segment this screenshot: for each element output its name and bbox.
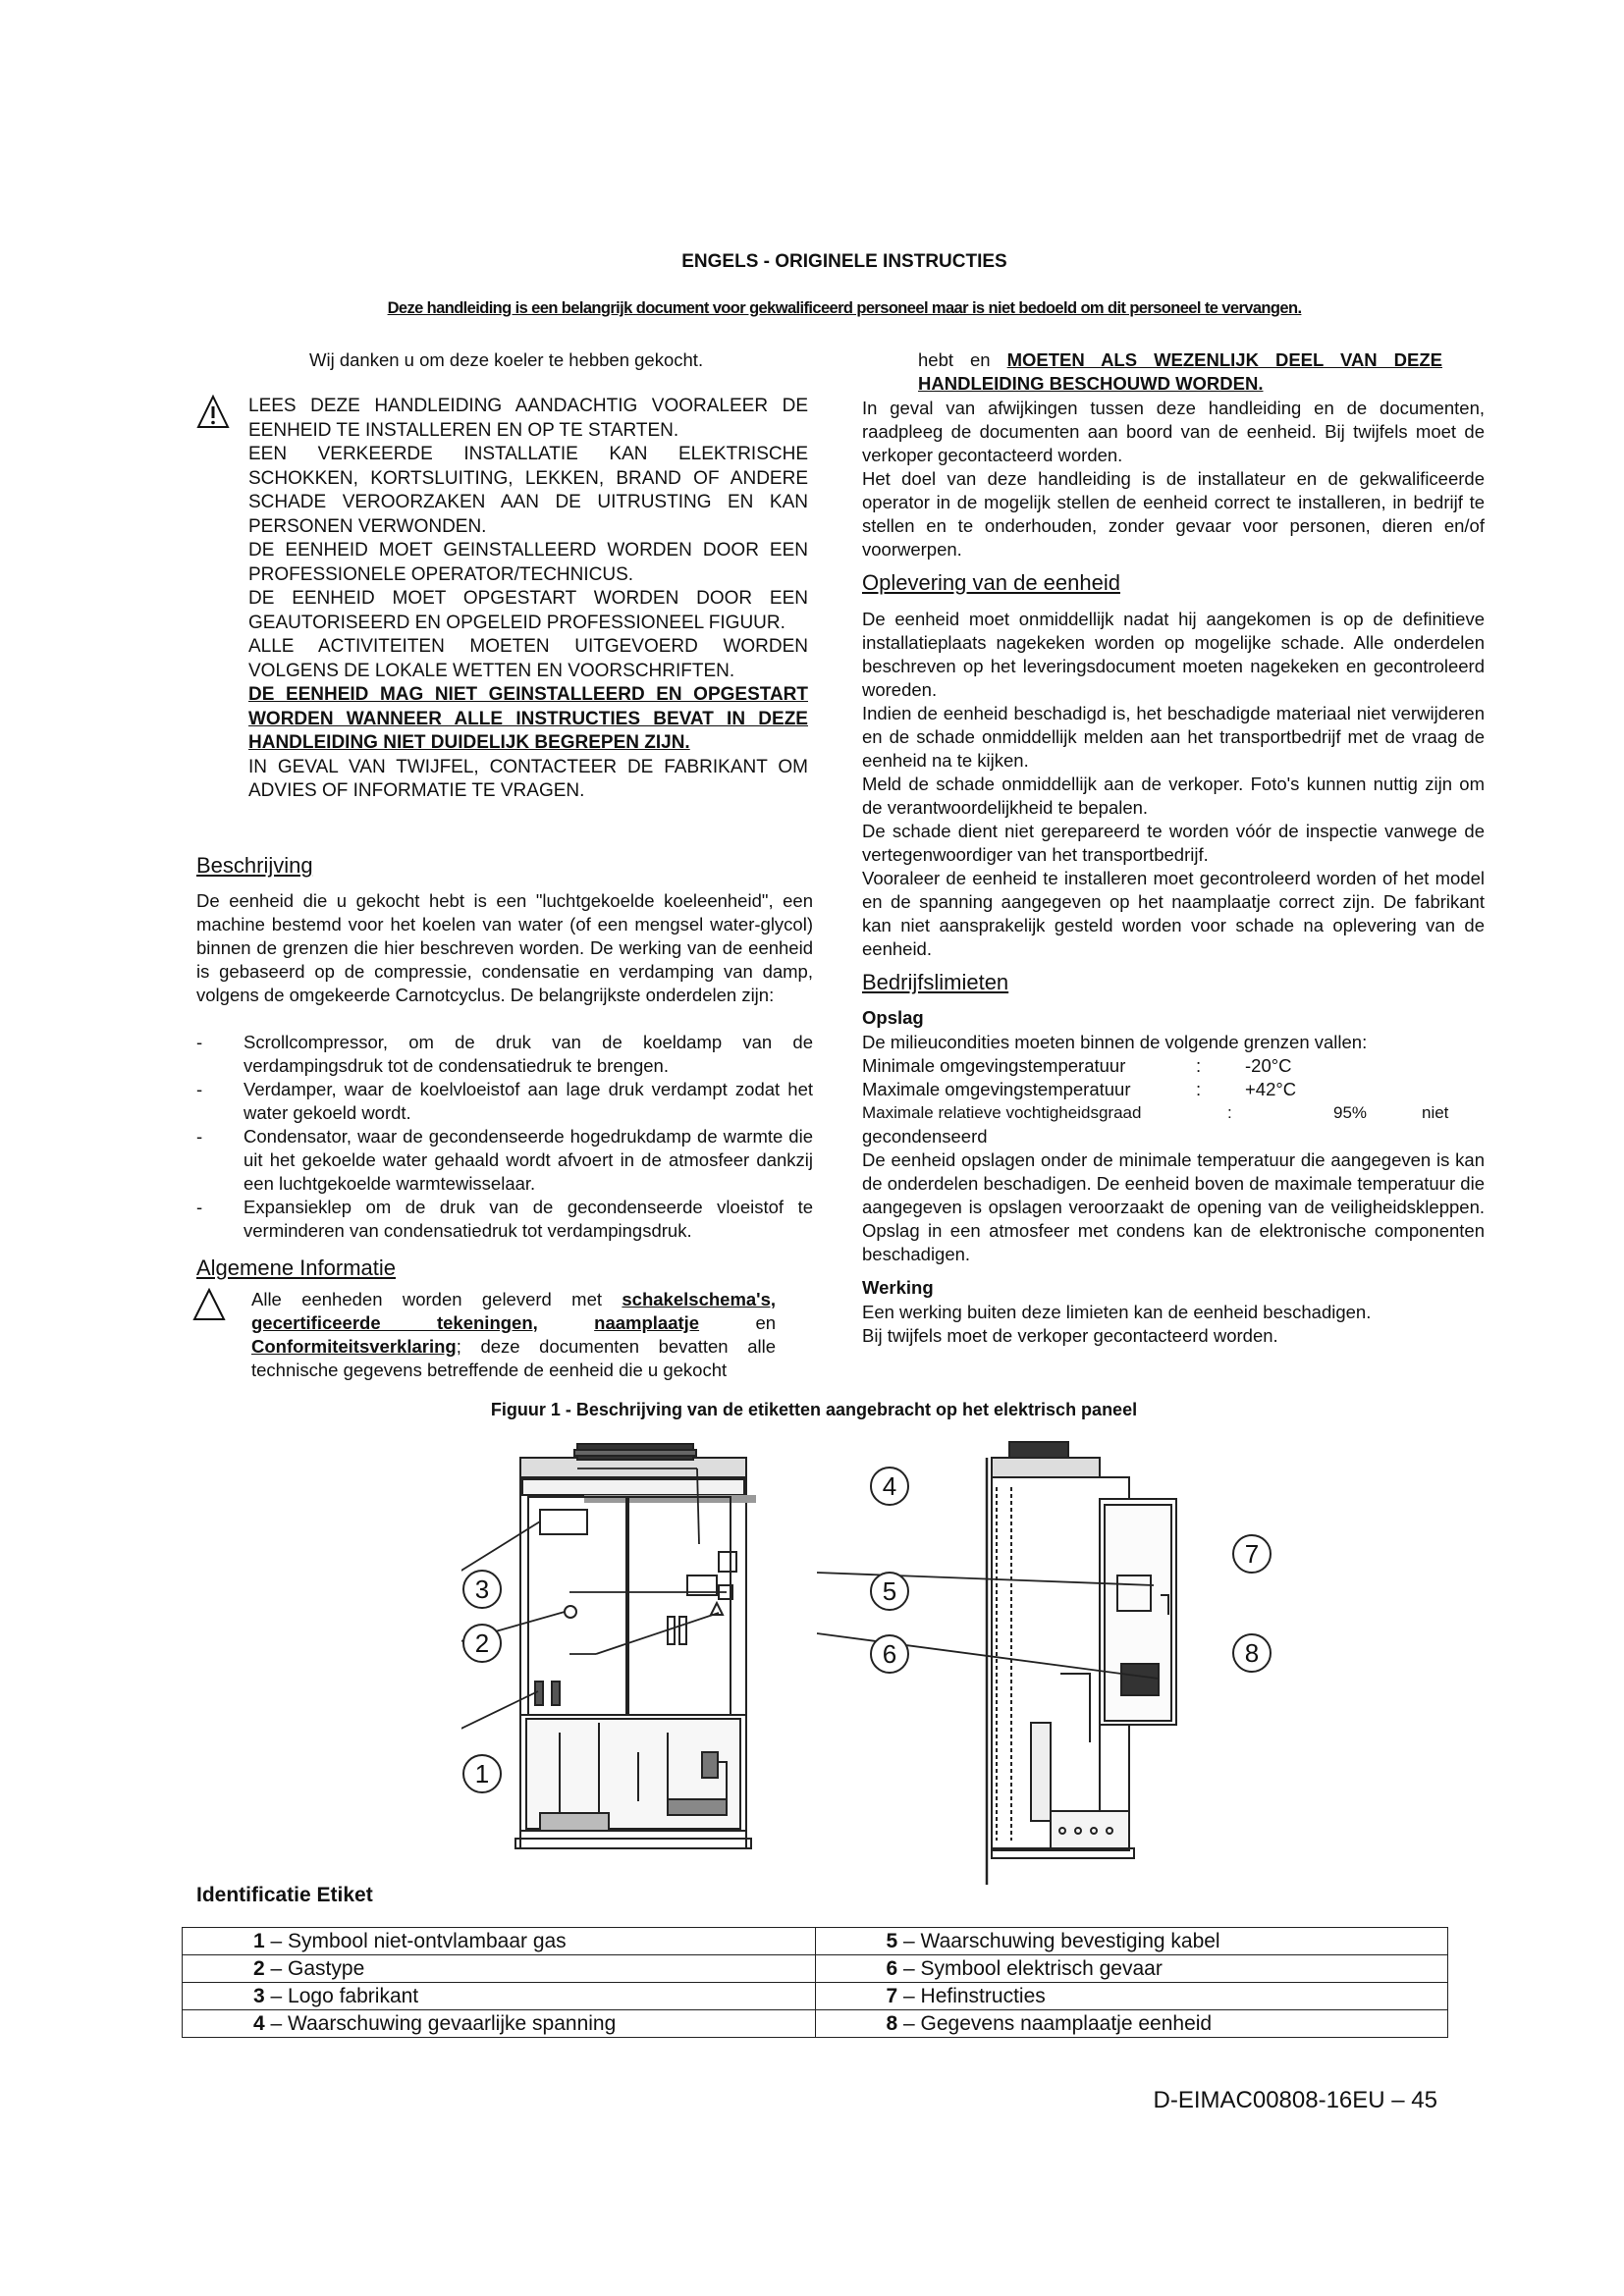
list-item: - Scrollcompressor, om de druk van de koeldamp van de verdampingsdruk tot de condensatiedruk te brengen. [196, 1031, 813, 1078]
callout-number: 6 [870, 1634, 909, 1674]
front-view [515, 1444, 756, 1848]
identificatie-table [182, 1927, 1448, 2038]
identificatie-title: Identificatie Etiket [196, 1884, 373, 1906]
algemene-text [251, 1288, 776, 1382]
table-cell: 7 – Hefinstructies [815, 1983, 1448, 2010]
opslag-text: De eenheid opslagen onder de minimale temperatuur die aangegeven is kan de onderdelen beschadigen. De eenheid boven de maximale temperatuur die aangegeven is opslagen veroorzaakt de opening van de veiligheidskleppen. Opslag in een atmosfeer met condens kan de elektronische componenten beschadigen. [862, 1149, 1485, 1264]
algemene-part: Alle eenheden worden geleverd met [251, 1289, 603, 1309]
spec-sep: : [1227, 1103, 1232, 1122]
warning-triangle-icon [196, 395, 230, 430]
algemene-title: Algemene Informatie [196, 1255, 396, 1280]
page-title: ENGELS - ORIGINELE INSTRUCTIES [681, 251, 1007, 272]
table-row [183, 1955, 1448, 1983]
spec-extra: niet [1422, 1103, 1449, 1122]
opslag-intro: De milieucondities moeten binnen de volgende grenzen vallen: [862, 1032, 1368, 1052]
spec-label: Maximale relatieve vochtigheidsgraad [862, 1103, 1142, 1122]
beschrijving-title: Beschrijving [196, 853, 313, 878]
algemene-part: ; deze documenten bevatten alle technische gegevens betreffende de eenheid die u gekocht [251, 1336, 776, 1380]
callout-number: 7 [1232, 1534, 1272, 1574]
callout-number: 5 [870, 1572, 909, 1611]
algemene-part: en [755, 1312, 777, 1333]
table-cell: 5 – Waarschuwing bevestiging kabel [815, 1928, 1448, 1955]
table-cell: 3 – Logo fabrikant [183, 1983, 816, 2010]
callout-8 [1232, 1633, 1272, 1673]
spec-tail: gecondenseerd [862, 1126, 988, 1147]
safety-warning-block [248, 395, 808, 804]
callout-3 [462, 1570, 502, 1609]
conformiteit-link: Conformiteitsverklaring [251, 1336, 457, 1357]
paragraph: In geval van afwijkingen tussen deze handleiding en de documenten, raadpleeg de documenten aan boord van de eenheid. Bij twijfels moet de verkoper gecontacteerd worden. [862, 398, 1485, 465]
schakelschema-link: schakelschema's, gecertificeerde tekeningen, [251, 1289, 777, 1333]
werking-title: Werking [862, 1277, 934, 1298]
werking-text: Bij twijfels moet de verkoper gecontacteerd worden. [862, 1325, 1278, 1346]
callout-4 [870, 1467, 909, 1506]
table-row [183, 1928, 1448, 1955]
warning-line: EEN VERKEERDE INSTALLATIE KAN ELEKTRISCHE SCHOKKEN, KORTSLUITING, LEKKEN, BRAND OF ANDERE SCHADE VEROORZAKEN AAN DE UITRUSTING EN KAN PERSONEN VERWONDEN. [248, 444, 808, 537]
table-cell: 6 – Symbool elektrisch gevaar [815, 1955, 1448, 1983]
spec-row [862, 1101, 1485, 1125]
callout-number: 3 [462, 1570, 502, 1609]
spec-sep: : [1196, 1079, 1202, 1099]
table-row [183, 2010, 1448, 2038]
figure-caption: Figuur 1 - Beschrijving van de etiketten aangebracht op het elektrisch paneel [490, 1400, 1138, 1419]
intro-paragraphs [862, 397, 1485, 561]
limieten-title: Bedrijfslimieten [862, 970, 1009, 994]
opslag-title: Opslag [862, 1007, 924, 1028]
werking-block [862, 1301, 1485, 1348]
caution-triangle-icon [192, 1288, 226, 1321]
warning-line: DE EENHEID MOET GEINSTALLEERD WORDEN DOOR EEN PROFESSIONELE OPERATOR/TECHNICUS. [248, 540, 808, 585]
spec-value: 95% [1333, 1103, 1368, 1122]
callout-number: 2 [462, 1624, 502, 1663]
paragraph: Indien de eenheid beschadigd is, het beschadigde materiaal niet verwijderen en de schade onmiddellijk melden aan het transportbedrijf met de vraag de eenheid na te kijken. [862, 703, 1485, 771]
callout-5 [870, 1572, 909, 1611]
table-cell: 8 – Gegevens naamplaatje eenheid [815, 2010, 1448, 2038]
continuation-bold: MOETEN ALS WEZENLIJK DEEL VAN DEZE HANDLEIDING BESCHOUWD WORDEN. [918, 349, 1443, 394]
thanks-text: Wij danken u om deze koeler te hebben gekocht. [309, 349, 704, 370]
naamplaatje-link: naamplaatje [594, 1312, 700, 1333]
callout-1 [462, 1754, 502, 1793]
paragraph: Vooraleer de eenheid te installeren moet gecontroleerd worden of het model en de spanning aangegeven op het naamplaatje correct zijn. De fabrikant kan niet aansprakelijk gesteld worden voor schade na oplevering van de eenheid. [862, 868, 1485, 959]
spec-label: Maximale omgevingstemperatuur [862, 1079, 1131, 1099]
warning-line: LEES DEZE HANDLEIDING AANDACHTIG VOORALEER DE EENHEID TE INSTALLEREN EN OP TE STARTEN. [248, 396, 808, 441]
spec-row [862, 1054, 1485, 1078]
werking-text: Een werking buiten deze limieten kan de eenheid beschadigen. [862, 1302, 1372, 1322]
spec-value: -20°C [1245, 1055, 1292, 1076]
document-code: D-EIMAC00808-16EU – 45 [1153, 2087, 1437, 2113]
continuation-part: hebt en [918, 349, 991, 370]
oplevering-title: Oplevering van de eenheid [862, 570, 1120, 595]
callout-2 [462, 1624, 502, 1663]
callout-number: 1 [462, 1754, 502, 1793]
list-item: - Expansieklep om de druk van de gecondenseerde vloeistof te verminderen van condensatiedruk tot verdampingsdruk. [196, 1196, 813, 1243]
beschrijving-text: De eenheid die u gekocht hebt is een "luchtgekoelde koeleenheid", een machine bestemd voor het koelen van water (of een mengsel water-glycol) binnen de grenzen die hier beschreven worden. De werking van de eenheid is gebaseerd op de compressie, condensatie en verdamping van damp, volgens de omgekeerde Carnotcyclus. De belangrijkste onderdelen zijn: [196, 890, 813, 1005]
table-cell: 2 – Gastype [183, 1955, 816, 1983]
warning-last: IN GEVAL VAN TWIJFEL, CONTACTEER DE FABRIKANT OM ADVIES OF INFORMATIE TE VRAGEN. [248, 756, 808, 801]
spec-value: +42°C [1245, 1079, 1297, 1099]
spec-row [862, 1078, 1485, 1101]
spec-label: Minimale omgevingstemperatuur [862, 1055, 1126, 1076]
table-cell: 4 – Waarschuwing gevaarlijke spanning [183, 2010, 816, 2038]
leader-lines [461, 1468, 1159, 1752]
paragraph: De eenheid moet onmiddellijk nadat hij aangekomen is op de definitieve installatieplaats nagekeken worden op mogelijke schade. Alle onderdelen beschreven op het leveringsdocument moeten nagekeken en gecontroleerd woreden. [862, 609, 1485, 700]
callout-6 [870, 1634, 909, 1674]
continuation-text [918, 348, 1442, 396]
table-cell: 1 – Symbool niet-ontvlambaar gas [183, 1928, 816, 1955]
opslag-block [862, 1031, 1485, 1266]
components-list [196, 1031, 813, 1243]
callout-7 [1232, 1534, 1272, 1574]
callout-number: 4 [870, 1467, 909, 1506]
table-row [183, 1983, 1448, 2010]
callout-number: 8 [1232, 1633, 1272, 1673]
spec-sep: : [1196, 1055, 1202, 1076]
oplevering-text [862, 608, 1485, 961]
paragraph: Het doel van deze handleiding is de installateur en de gekwalificeerde operator in de mogelijk stellen de eenheid correct te installeren, in bedrijf te stellen en te onderhouden, zonder gevaar voor personen, dieren en/of voorwerpen. [862, 468, 1485, 560]
list-item: - Verdamper, waar de koelvloeistof aan lage druk verdampt zodat het water gekoeld wordt. [196, 1078, 813, 1125]
warning-line: DE EENHEID MOET OPGESTART WORDEN DOOR EEN GEAUTORISEERD EN OPGELEID PROFESSIONEEL FIGUUR. [248, 588, 808, 633]
warning-line: ALLE ACTIVITEITEN MOETEN UITGEVOERD WORDEN VOLGENS DE LOKALE WETTEN EN VOORSCHRIFTEN. [248, 636, 808, 681]
paragraph: Meld de schade onmiddellijk aan de verkoper. Foto's kunnen nuttig zijn om de verantwoordelijkheid te bepalen. [862, 774, 1485, 818]
side-view [987, 1442, 1176, 1885]
paragraph: De schade dient niet gerepareerd te worden vóór de inspectie vanwege de vertegenwoordiger van het transportbedrijf. [862, 821, 1485, 865]
list-item: - Condensator, waar de gecondenseerde hogedrukdamp de warmte die uit het gekoelde water gehaald wordt afvoert in de atmosfeer dankzij een luchtgekoelde warmtewisselaar. [196, 1125, 813, 1196]
warning-bold: DE EENHEID MAG NIET GEINSTALLEERD EN OPGESTART WORDEN WANNEER ALLE INSTRUCTIES BEVAT IN DEZE HANDLEIDING NIET DUIDELIJK BEGREPEN ZIJN. [248, 684, 808, 753]
page-subtitle: Deze handleiding is een belangrijk document voor gekwalificeerd personeel maar is niet bedoeld om dit personeel te vervangen. [387, 299, 1302, 317]
